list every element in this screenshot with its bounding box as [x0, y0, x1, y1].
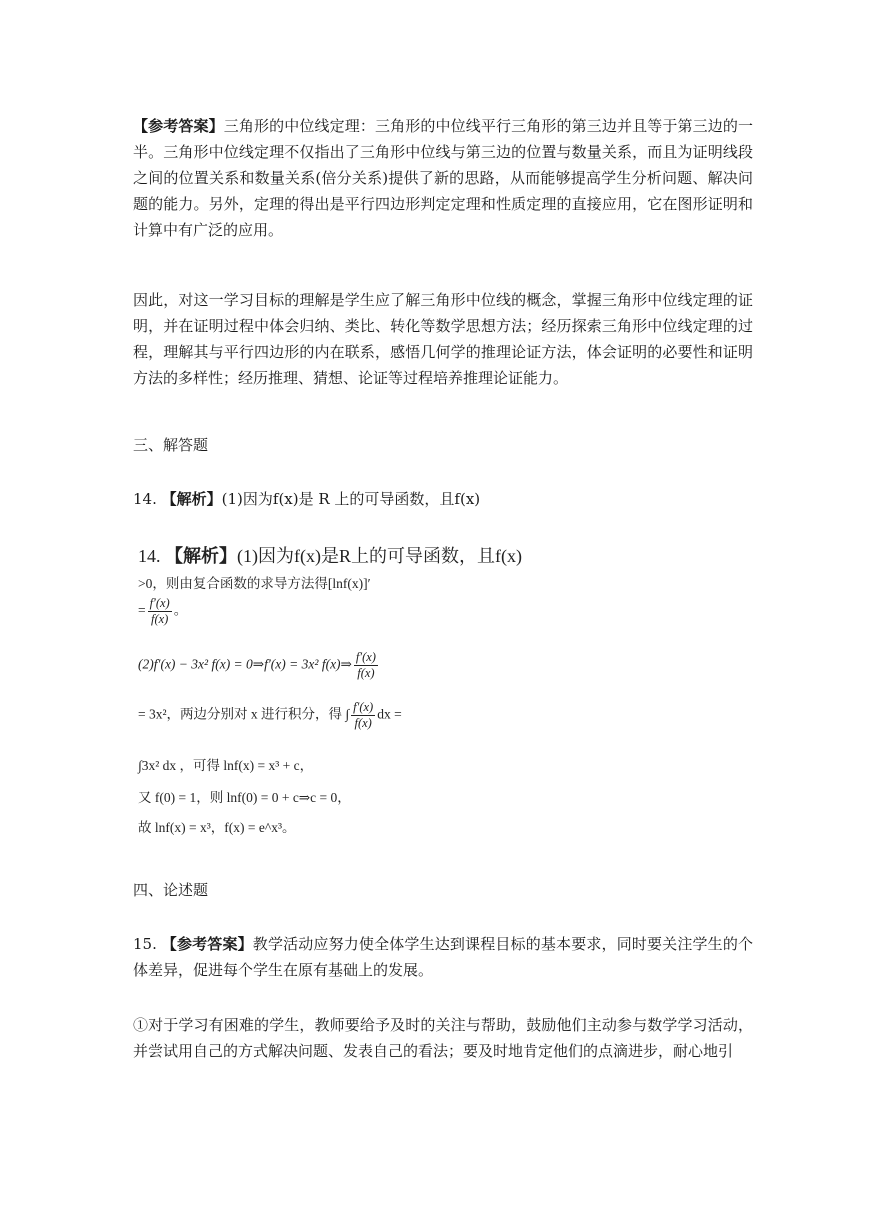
- derivative-fraction-2: $\frac{f'(x)}{f(x)}$: [355, 650, 376, 680]
- answer-tag: 【参考答案】: [161, 935, 253, 953]
- solution-line-2: >0，则由复合函数的求导方法得[lnf(x)]′: [138, 576, 371, 591]
- solution-line-4: (2)f′(x) − 3x² f(x) = 0⇒f′(x) = 3x² f(x)⇒ $\frac{f'(x)}{f(x)}$: [138, 650, 376, 680]
- derivative-fraction: $\frac{f'(x)}{f(x)}$: [149, 596, 170, 626]
- analysis-tag: 【解析】: [161, 490, 222, 508]
- question-number: 14.: [133, 490, 162, 508]
- question-number: 15.: [133, 935, 162, 953]
- solution-line-1: 14. 【解析】(1)因为f(x)是R上的可导函数，且f(x): [138, 546, 522, 566]
- question-text: (1)因为f(x)是 R 上的可导函数，且f(x): [221, 490, 481, 508]
- section-heading-4: 四、论述题: [133, 881, 209, 899]
- answer-paragraph-1: [133, 113, 753, 243]
- solution-line-5: = 3x²，两边分别对 x 进行积分，得 ∫ $\frac{f'(x)}{f(x)}$ dx =: [138, 700, 402, 730]
- section-heading-3: 三、解答题: [133, 436, 209, 454]
- answer-paragraph-2: 因此，对这一学习目标的理解是学生应了解三角形中位线的概念，掌握三角形中位线定理的证明，并在证明过程中体会归纳、类比、转化等数学思想方法；经历探索三角形中位线定理的过程，理解其与平行四边形的内在联系，感悟几何学的推理论证方法，体会证明的必要性和证明方法的多样性；经历推理、猜想、论证等过程培养推理论证能力。: [133, 291, 753, 387]
- answer-tag: 【参考答案】: [133, 117, 224, 135]
- solution-line-8: 故 lnf(x) = x³，f(x) = e^x³。: [138, 820, 296, 835]
- answer-text: 三角形的中位线定理：三角形的中位线平行三角形的第三边并且等于第三边的一半。三角形中位线定理不仅指出了三角形中位线与第三边的位置与数量关系，而且为证明线段之间的位置关系和数量关系(倍分关系)提供了新的思路，从而能够提高学生分析问题、解决问题的能力。另外，定理的得出是平行四边形判定定理和性质定理的直接应用，它在图形证明和计算中有广泛的应用。: [133, 117, 753, 239]
- question-15: [133, 931, 753, 983]
- solution-image: [133, 540, 533, 848]
- solution-line-7: 又 f(0) = 1，则 lnf(0) = 0 + c⇒c = 0，: [138, 790, 351, 805]
- solution-line-6: ∫3x² dx ，可得 lnf(x) = x³ + c，: [138, 758, 314, 773]
- question-14: [133, 486, 753, 512]
- integrand-fraction: $\frac{f'(x)}{f(x)}$: [353, 700, 374, 730]
- solution-line-3: = $\frac{f'(x)}{f(x)}$ 。: [138, 596, 188, 626]
- question-text: 教学活动应努力使全体学生达到课程目标的基本要求，同时要关注学生的个体差异，促进每个学生在原有基础上的发展。: [133, 935, 753, 979]
- answer-paragraph-3: ①对于学习有困难的学生，教师要给予及时的关注与帮助，鼓励他们主动参与数学学习活动，并尝试用自己的方式解决问题、发表自己的看法；要及时地肯定他们的点滴进步，耐心地引: [133, 1016, 753, 1060]
